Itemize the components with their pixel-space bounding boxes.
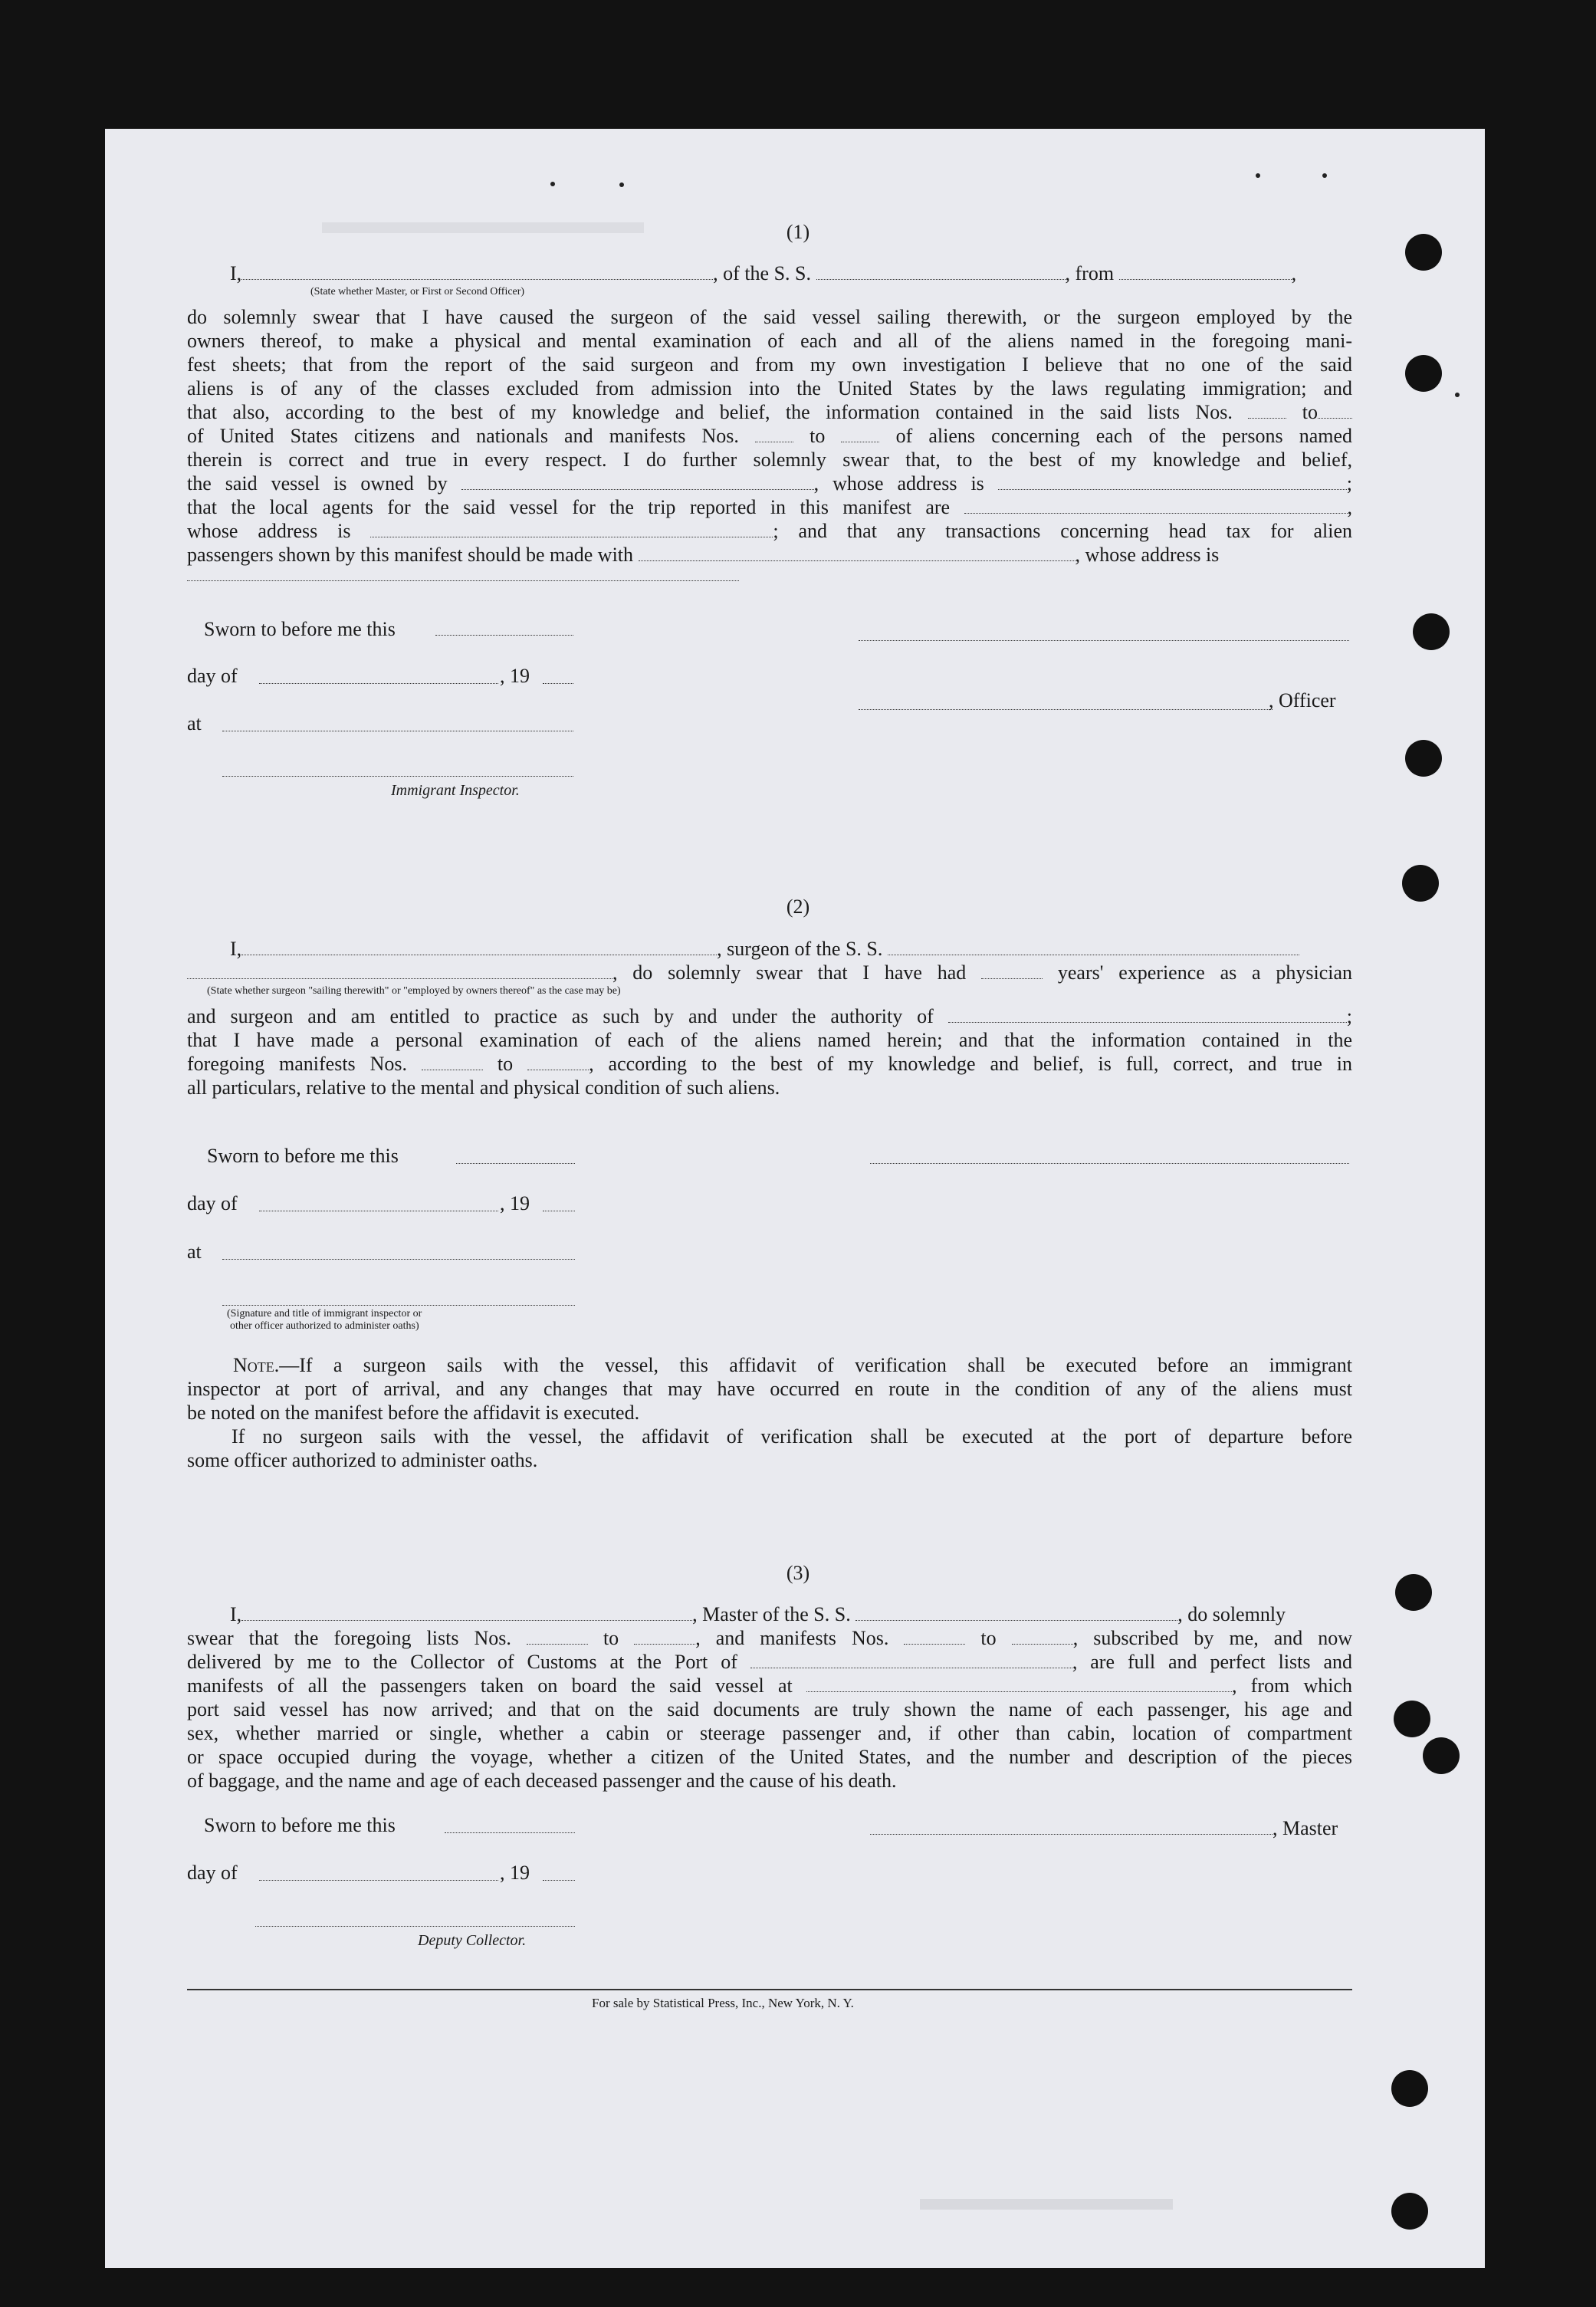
- sworn-label: Sworn to before me this: [207, 1145, 399, 1167]
- s2-body-line: and surgeon and am entitled to practice as such by and under the authority of ;: [187, 1005, 1352, 1027]
- officer-signature-line[interactable]: [859, 639, 1349, 641]
- field-hint: (State whether surgeon "sailing therewith" or "employed by owners thereof" as the case may be): [207, 985, 621, 997]
- footer-rule: [187, 1989, 1352, 1990]
- s1-line1: I, , of the S. S. , from ,: [230, 262, 1297, 284]
- month-field[interactable]: [259, 1209, 498, 1211]
- ink-speck: [550, 182, 555, 186]
- note-line: Note.—If a surgeon sails with the vessel, this affidavit of verification shall be executed before an immigrant: [233, 1354, 1352, 1376]
- sworn-date-field[interactable]: [435, 633, 573, 636]
- s3-body-line: of baggage, and the name and age of each deceased passenger and the cause of his death.: [187, 1770, 897, 1792]
- section-number: (2): [786, 896, 810, 918]
- printer-imprint: For sale by Statistical Press, Inc., New York, N. Y.: [592, 1996, 854, 2010]
- s3-body-line: sex, whether married or single, whether a cabin or steerage passenger and, if other than cabin, location of compartment: [187, 1722, 1352, 1744]
- sworn-date-field[interactable]: [456, 1162, 575, 1164]
- officer-rank-field[interactable]: [241, 265, 713, 280]
- year-field[interactable]: [543, 682, 573, 684]
- years-experience-field[interactable]: [981, 965, 1043, 979]
- s1-body-line: aliens is of any of the classes excluded from admission into the United States by the laws regulating immigration; and: [187, 377, 1352, 399]
- s1-body-line: whose address is ; and that any transactions concerning head tax for alien: [187, 520, 1352, 542]
- manifests-to-field[interactable]: [1012, 1630, 1073, 1645]
- s2-body-line: all particulars, relative to the mental and physical condition of such aliens.: [187, 1076, 780, 1099]
- manifests-to-field[interactable]: [841, 428, 879, 442]
- inspector-signature-line[interactable]: [222, 774, 573, 777]
- master-name-field[interactable]: [241, 1606, 692, 1621]
- manifests-from-field[interactable]: [422, 1056, 483, 1070]
- signature-note: other officer authorized to administer oaths): [230, 1320, 419, 1332]
- note-line: inspector at port of arrival, and any changes that may have occurred en route in the condition of any of the aliens must: [187, 1378, 1352, 1400]
- ship-name-field[interactable]: [888, 941, 1299, 955]
- at-place-field[interactable]: [222, 1257, 575, 1260]
- day-of-label: day of: [187, 665, 238, 687]
- ink-speck: [1322, 173, 1327, 178]
- note-line: If no surgeon sails with the vessel, the affidavit of verification shall be executed at the port of departure before: [232, 1425, 1352, 1448]
- officer-label: , Officer: [1269, 689, 1336, 711]
- section-number: (3): [786, 1562, 810, 1584]
- s3-body-line: swear that the foregoing lists Nos. to , and manifests Nos. to , subscribed by me, and now: [187, 1627, 1352, 1649]
- punch-hole: [1394, 1701, 1430, 1737]
- section-number: (1): [786, 221, 810, 243]
- authority-field[interactable]: [948, 1008, 1347, 1023]
- month-field[interactable]: [259, 1878, 498, 1881]
- ink-speck: [619, 182, 624, 187]
- ship-name-field[interactable]: [855, 1606, 1177, 1621]
- surgeon-name-field[interactable]: [241, 941, 717, 955]
- s1-body-line: passengers shown by this manifest should be made with , whose address is: [187, 544, 1220, 566]
- at-place-field[interactable]: [222, 729, 573, 731]
- ink-speck: [1455, 393, 1460, 397]
- embark-port-field[interactable]: [806, 1678, 1232, 1692]
- s3-body-line: delivered by me to the Collector of Customs at the Port of , are full and perfect lists and: [187, 1651, 1352, 1673]
- s2-line2: , do solemnly swear that I have had years' experience as a physician: [187, 961, 1352, 985]
- manifests-to-field[interactable]: [527, 1056, 589, 1070]
- ship-name-field[interactable]: [816, 265, 1066, 280]
- inspector-signature-line[interactable]: [222, 1303, 575, 1306]
- day-of-label: day of: [187, 1192, 238, 1214]
- s1-body-line: do solemnly swear that I have caused the surgeon of the said vessel sailing therewith, or the surgeon employed by the: [187, 306, 1352, 328]
- field-hint: (State whether Master, or First or Second Officer): [310, 286, 525, 297]
- day-of-label: day of: [187, 1862, 238, 1884]
- owner-address-field[interactable]: [998, 475, 1347, 490]
- signature-note: (Signature and title of immigrant inspector or: [227, 1308, 422, 1319]
- agents-address-field[interactable]: [370, 523, 773, 537]
- year-field[interactable]: [543, 1878, 575, 1881]
- punch-hole: [1391, 2193, 1428, 2230]
- head-tax-agent-field[interactable]: [639, 547, 1075, 561]
- at-label: at: [187, 1241, 202, 1263]
- lists-to-field[interactable]: [1318, 404, 1352, 419]
- s2-body-line: foregoing manifests Nos. to , according to the best of my knowledge and belief, is full, correct, and true in: [187, 1053, 1352, 1075]
- manifests-from-field[interactable]: [904, 1630, 965, 1645]
- s1-body-line: owners thereof, to make a physical and mental examination of each and all of the aliens named in the foregoing mani-: [187, 330, 1352, 352]
- inspector-title: Immigrant Inspector.: [391, 782, 520, 799]
- from-port-field[interactable]: [1119, 265, 1292, 280]
- head-tax-address-field[interactable]: [187, 579, 739, 581]
- note-line: be noted on the manifest before the affidavit is executed.: [187, 1402, 640, 1424]
- s1-body-line: therein is correct and true in every respect. I do further solemnly swear that, to the best of my knowledge and belief,: [187, 449, 1352, 471]
- sworn-label: Sworn to before me this: [204, 618, 396, 640]
- bleed-through-mark: [920, 2199, 1173, 2210]
- officer-title-line[interactable]: [859, 708, 1273, 710]
- s1-body-line: that the local agents for the said vessel for the trip reported in this manifest are ,: [187, 496, 1352, 518]
- year-field[interactable]: [543, 1209, 575, 1211]
- s1-body-line: the said vessel is owned by , whose address is ;: [187, 472, 1352, 495]
- master-signature-line[interactable]: [870, 1832, 1273, 1835]
- sworn-label: Sworn to before me this: [204, 1814, 396, 1836]
- punch-hole: [1423, 1737, 1460, 1774]
- year-label: , 19: [500, 665, 530, 687]
- surgeon-status-field[interactable]: [187, 965, 612, 979]
- s3-body-line: manifests of all the passengers taken on board the said vessel at , from which: [187, 1674, 1352, 1697]
- surgeon-signature-line[interactable]: [870, 1162, 1349, 1164]
- month-field[interactable]: [259, 682, 498, 684]
- lists-from-field[interactable]: [527, 1630, 588, 1645]
- s3-line1: I, , Master of the S. S. , do solemnly: [230, 1603, 1286, 1625]
- owner-field[interactable]: [461, 475, 814, 490]
- s1-body-line: fest sheets; that from the report of the said surgeon and from my own investigation I believe that no one of the said: [187, 353, 1352, 376]
- master-label: , Master: [1273, 1817, 1338, 1839]
- punch-hole: [1405, 740, 1442, 777]
- year-label: , 19: [500, 1862, 530, 1884]
- note-line: some officer authorized to administer oaths.: [187, 1449, 538, 1471]
- at-label: at: [187, 712, 202, 734]
- punch-hole: [1413, 613, 1450, 650]
- lists-to-field[interactable]: [634, 1630, 695, 1645]
- s1-body-line: of United States citizens and nationals and manifests Nos. to of aliens concerning each of the persons named: [187, 425, 1352, 447]
- port-field[interactable]: [750, 1654, 1072, 1668]
- ink-speck: [1256, 173, 1260, 178]
- s2-body-line: that I have made a personal examination of each of the aliens named herein; and that the information contained in the: [187, 1029, 1352, 1051]
- s1-body-line: that also, according to the best of my knowledge and belief, the information contained in the said lists Nos. to: [187, 401, 1352, 425]
- local-agents-field[interactable]: [964, 499, 1348, 514]
- s3-body-line: port said vessel has now arrived; and that on the said documents are truly shown the name of each passenger, his age and: [187, 1698, 1352, 1720]
- collector-signature-line[interactable]: [255, 1924, 575, 1927]
- lists-from-field[interactable]: [1248, 404, 1286, 419]
- punch-hole: [1405, 355, 1442, 392]
- year-label: , 19: [500, 1192, 530, 1214]
- collector-title: Deputy Collector.: [418, 1932, 527, 1949]
- manifests-from-field[interactable]: [755, 428, 793, 442]
- sworn-date-field[interactable]: [445, 1831, 575, 1833]
- s2-line1: I, , surgeon of the S. S.: [230, 938, 1299, 961]
- punch-hole: [1391, 2070, 1428, 2107]
- s3-body-line: or space occupied during the voyage, whether a citizen of the United States, and the number and description of the pieces: [187, 1746, 1352, 1768]
